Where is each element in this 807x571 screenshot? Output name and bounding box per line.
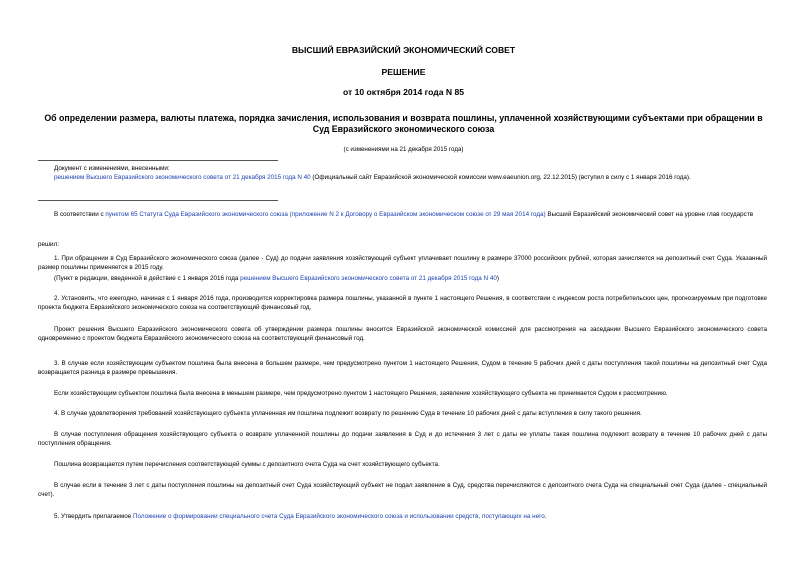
statute-link[interactable]: пунктом 65 Статута Суда Евразийского экономического союза (приложение N 2 к Договору о Евразийском экономическом союзе от 29 мая 2014 года) [105,211,546,218]
paragraph-3: 3. В случае если хозяйствующим субъектом пошлина была внесена в большем размере, чем предусмотрено пунктом 1 настоящего Решения, Судом в течение 5 рабочих дней с даты поступления такой пошлины на депозитный счет Суда возвращается разница в размере превышения. [38,360,767,377]
divider-bottom [38,200,278,201]
paragraph-4c: Пошлина возвращается путем перечисления соответствующей суммы с депозитного счета Суда на счет хозяйствующего субъекта. [54,461,440,468]
regulation-link[interactable]: Положение о формировании специального счета Суда Евразийского экономического союза и использовании средств, поступающих на него [132,513,545,520]
doc-type-heading: РЕШЕНИЕ [381,67,426,77]
document-title: Об определении размера, валюты платежа, порядка зачисления, использования и возврата пошлины, уплаченной хозяйствующими субъектами при обращении в Суд Евразийского экономического союза [44,113,763,134]
paragraph-4: 4. В случае удовлетворения требований хозяйствующего субъекта уплаченная им пошлина подлежит возврату по решению Суда в течение 10 рабочих дней с даты вступления в силу такого решения. [54,410,642,417]
date-number-heading: от 10 октября 2014 года N 85 [342,87,465,97]
decided-label: решил: [38,241,59,248]
paragraph-2: 2. Установить, что ежегодно, начиная с 1 января 2016 года, производится корректировка размера пошлины, указанной в пункте 1 настоящего Решения, в соответствии с индексом роста потребительских цен, прогнозируемым при подготовке проекта бюджета Евразийского экономического союза на соответствующий финансовый год. [38,295,767,312]
revision-note: (с изменениями на 21 декабря 2015 года) [343,146,464,153]
paragraph-4b: В случае поступления обращения хозяйствующего субъекта о возврате уплаченной пошлины до подачи заявления в Суд и до истечения 3 лет с даты ее уплаты такая пошлина подлежит возврату в течение 10 рабочих дней с даты поступления обращения. [38,431,767,448]
changes-link[interactable]: решением Высшего Евразийского экономического совета от 21 декабря 2015 года N 40 [54,174,311,182]
paragraph-5 [38,512,767,521]
changes-body [38,173,767,182]
changes-intro: Документ с изменениями, внесенными: [54,165,170,172]
note-post: ) [496,275,499,282]
paragraph-2b: Проект решения Высшего Евразийского экономического совета об утверждении размера пошлины вносится Евразийской экономической комиссией для рассмотрения на заседании Высшего Евразийского экономического совета одновременно с проектом бюджета Евразийского экономического союза на соответствующий финансовый год. [38,326,767,343]
organization-heading: ВЫСШИЙ ЕВРАЗИЙСКИЙ ЭКОНОМИЧЕСКИЙ СОВЕТ [291,45,516,55]
preamble-post: Высший Евразийский экономический совет на уровне глав государств [545,211,754,218]
preamble-pre: В соответствии с [54,211,106,218]
paragraph-4d: В случае если в течение 3 лет с даты поступления пошлины на депозитный счет Суда хозяйствующий субъект не подал заявление в Суд, средства перечисляются с депозитного счета Суда на специальный счет Суда (далее - специальный счет). [38,482,767,499]
p5-pre: 5. Утвердить прилагаемое [54,513,133,520]
paragraph-3b: Если хозяйствующим субъектом пошлина была внесена в меньшем размере, чем предусмотрено пунктом 1 настоящего Решения, заявление хозяйствующего субъекта не принимается Судом к рассмотрению. [54,390,668,397]
paragraph-1-note [38,274,767,283]
p5-post: . [544,513,547,520]
note-pre: (Пункт в редакции, введенной в действие с 1 января 2016 года [54,275,241,282]
note-link[interactable]: решением Высшего Евразийского экономического совета от 21 декабря 2015 года N 40 [240,275,497,282]
preamble [38,210,767,219]
divider-top [38,160,278,161]
changes-block [38,164,767,183]
paragraph-1: 1. При обращении в Суд Евразийского экономического союза (далее - Суд) до подачи заявления хозяйствующий субъект уплачивает пошлину в размере 37000 российских рублей, которая зачисляется на депозитный счет Суда. Указанный размер пошлины применяется в 2015 году. [38,255,767,272]
changes-tail: (Официальный сайт Евразийской экономической комиссии www.eaeunion.org, 22.12.2015) (вступил в силу с 1 января 2016 года). [310,174,691,182]
